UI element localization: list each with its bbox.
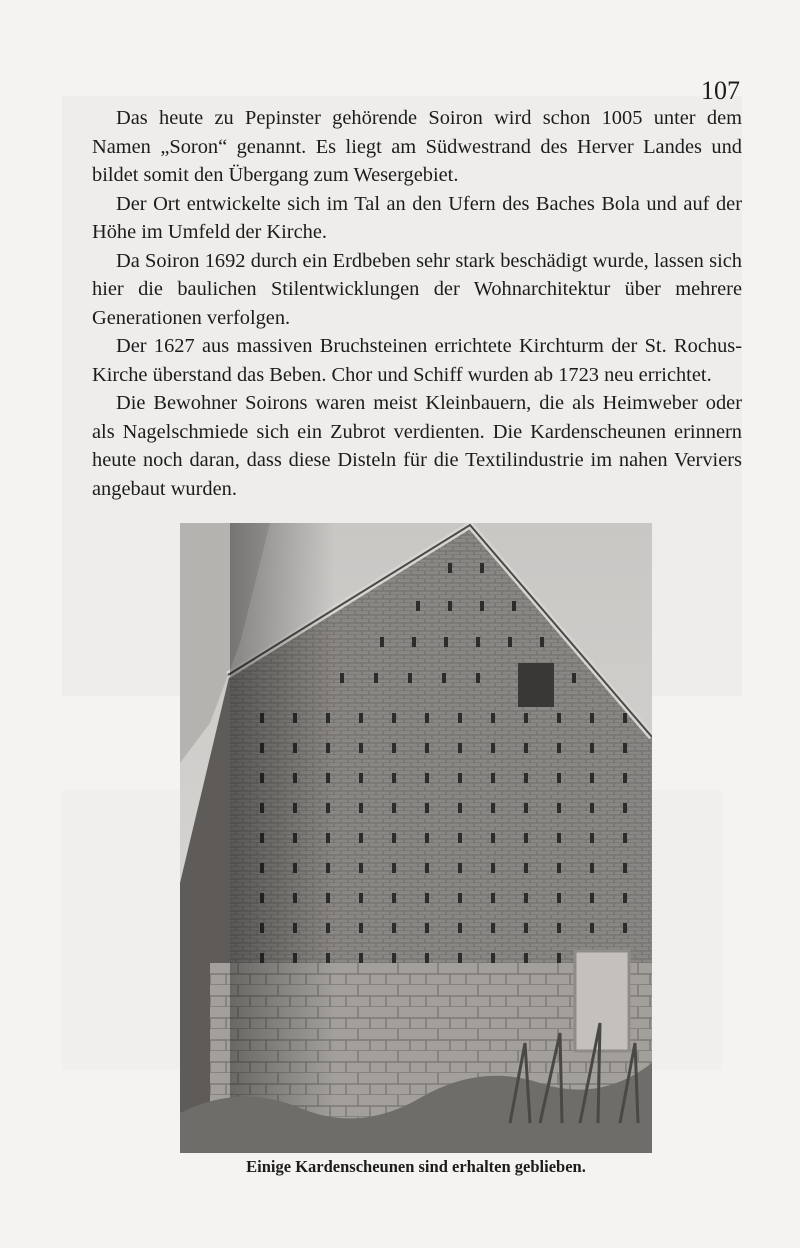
page-number: 107 xyxy=(701,76,740,105)
barn-photo xyxy=(180,523,652,1153)
paragraph: Die Bewohner Soirons waren meist Kleinbauern, die als Heimweber oder als Nagelschmiede sich ein Zubrot verdienten. Die Kardenscheunen erinnern heute noch daran, dass diese Disteln für die Textilindustrie im nahen Verviers angebaut wurden. xyxy=(92,392,742,500)
paragraph: Da Soiron 1692 durch ein Erdbeben sehr stark beschädigt wurde, lassen sich hier die baulichen Stilentwicklungen der Wohnarchitektur über mehrere Generationen verfolgen. xyxy=(92,249,742,329)
body-text xyxy=(92,104,742,503)
photo-caption: Einige Kardenscheunen sind erhalten geblieben. xyxy=(246,1157,586,1176)
paragraph: Der Ort entwickelte sich im Tal an den Ufern des Baches Bola und auf der Höhe im Umfeld der Kirche. xyxy=(92,192,742,243)
paragraph: Der 1627 aus massiven Bruchsteinen errichtete Kirchturm der St. Rochus-Kirche überstand das Beben. Chor und Schiff wurden ab 1723 neu errichtet. xyxy=(92,335,742,386)
paragraph: Das heute zu Pepinster gehörende Soiron wird schon 1005 unter dem Namen „Soron“ genannt. Es liegt am Südwestrand des Herver Landes und bildet somit den Übergang zum Wesergebiet. xyxy=(92,107,742,186)
